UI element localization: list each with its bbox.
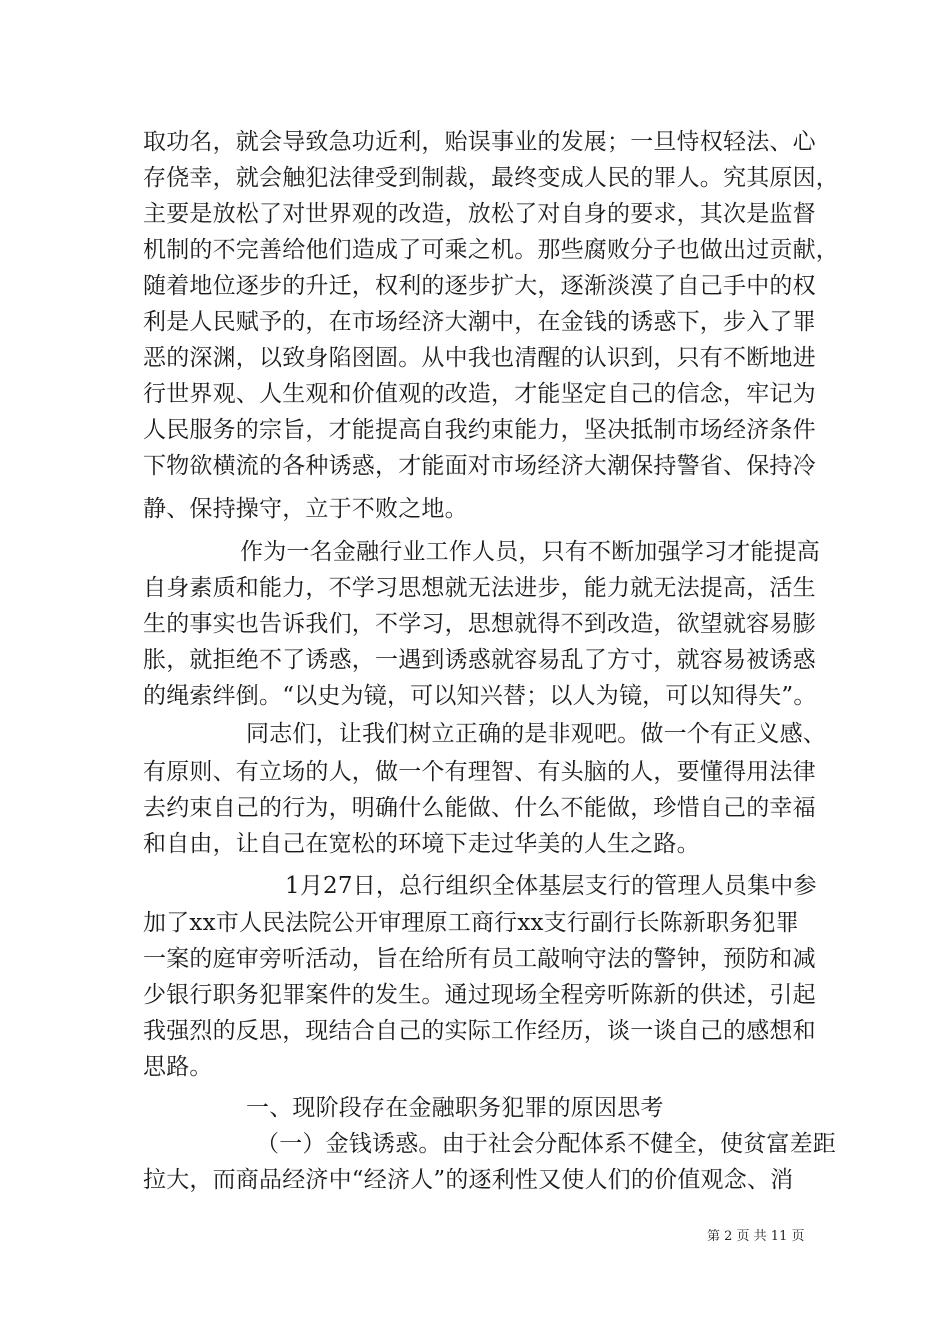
paragraph-first-line: 同志们，让我们树立正确的是非观吧。做一个有正义感、 xyxy=(246,721,826,747)
text-line: 和自由，让自己在宽松的环境下走过华美的人生之路。 xyxy=(143,831,700,857)
text-line: 少银行职务犯罪案件的发生。通过现场全程旁听陈新的供述，引起 xyxy=(143,982,816,1008)
text-line: 行世界观、人生观和价值观的改造，才能坚定自己的信念，牢记为 xyxy=(143,381,816,407)
text-line: 一案的庭审旁听活动，旨在给所有员工敲响守法的警钟，预防和减 xyxy=(143,946,816,972)
text-line: 人民服务的宗旨，才能提高自我约束能力，坚决抵制市场经济条件 xyxy=(143,417,816,443)
text-line: 思路。 xyxy=(143,1054,213,1080)
text-line: 下物欲横流的各种诱惑，才能面对市场经济大潮保持警省、保持冷 xyxy=(143,453,816,479)
text-line: 加了xx市人民法院公开审理原工商行xx支行副行长陈新职务犯罪 xyxy=(143,910,799,936)
paragraph-first-line: （一）金钱诱惑。由于社会分配体系不健全，使贫富差距 xyxy=(256,1131,836,1157)
paragraph-first-line: 作为一名金融行业工作人员，只有不断加强学习才能提高 xyxy=(240,539,820,565)
text-line: 有原则、有立场的人，做一个有理智、有头脑的人，要懂得用法律 xyxy=(143,759,816,785)
text-line: 利是人民赋予的，在市场经济大潮中，在金钱的诱惑下，步入了罪 xyxy=(143,309,816,335)
text-line: 恶的深渊，以致身陷囹圄。从中我也清醒的认识到，只有不断地进 xyxy=(143,345,816,371)
text-line: 取功名，就会导致急功近利，贻误事业的发展；一旦恃权轻法、心 xyxy=(143,129,816,155)
text-line: 随着地位逐步的升迁，权利的逐步扩大，逐渐淡漠了自己手中的权 xyxy=(143,273,816,299)
text-line: 静、保持操守，立于不败之地。 xyxy=(143,496,468,522)
text-line: 生的事实也告诉我们，不学习，思想就得不到改造，欲望就容易膨 xyxy=(143,611,816,637)
text-line: 自身素质和能力，不学习思想就无法进步，能力就无法提高，活生 xyxy=(143,575,816,601)
text-line: 拉大，而商品经济中“经济人”的逐利性又使人们的价值观念、消 xyxy=(143,1167,794,1193)
text-line: 去约束自己的行为，明确什么能做、什么不能做，珍惜自己的幸福 xyxy=(143,795,816,821)
page-number-footer: 第 2 页 共 11 页 xyxy=(707,1229,805,1244)
section-heading: 一、现阶段存在金融职务犯罪的原因思考 xyxy=(246,1095,664,1121)
text-line: 胀，就拒绝不了诱惑，一遇到诱惑就容易乱了方寸，就容易被诱惑 xyxy=(143,647,816,673)
text-line: 的绳索绊倒。“以史为镜，可以知兴替；以人为镜，可以知得失”。 xyxy=(143,683,817,709)
text-line: 我强烈的反思，现结合自己的实际工作经历，谈一谈自己的感想和 xyxy=(143,1018,816,1044)
text-line: 存侥幸，就会触犯法律受到制裁，最终变成人民的罪人。究其原因， xyxy=(143,165,839,191)
paragraph-first-line: 1月27日，总行组织全体基层支行的管理人员集中参 xyxy=(285,873,817,899)
text-line: 机制的不完善给他们造成了可乘之机。那些腐败分子也做出过贡献， xyxy=(143,237,839,263)
text-line: 主要是放松了对世界观的改造，放松了对自身的要求，其次是监督 xyxy=(143,201,816,227)
